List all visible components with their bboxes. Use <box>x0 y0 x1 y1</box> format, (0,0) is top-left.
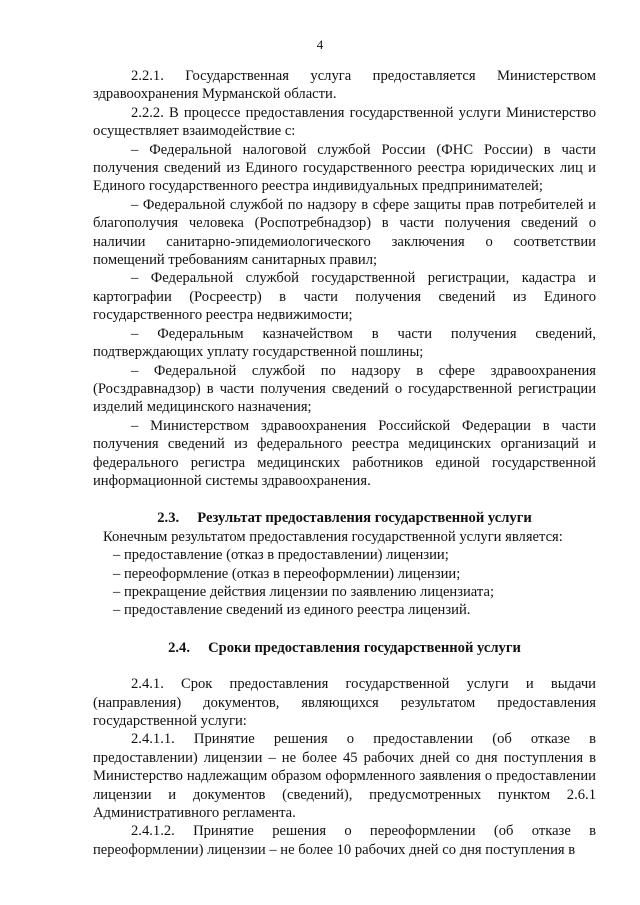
interaction-fns: – Федеральной налоговой службой России (ФНС России) в части получения сведений из Единого государственного реестра юридических лиц и Единого государственного реестра индивидуальных предпринимателей; <box>93 141 596 195</box>
result-item: – переоформление (отказ в переоформлении) лицензии; <box>113 565 461 582</box>
interaction-ministry-of-health: – Министерством здравоохранения Российской Федерации в части получения сведений из федерального реестра медицинских организаций и федерального регистра медицинских работников единой государственной информационной системы здравоохранения. <box>93 417 596 489</box>
interaction-treasury: – Федеральным казначейством в части получения сведений, подтверждающих уплату государственной пошлины; <box>93 325 596 361</box>
section-title: Сроки предоставления государственной услуги <box>208 639 521 656</box>
section-number: 2.4. <box>168 639 190 656</box>
section-title: Результат предоставления государственной услуги <box>197 510 532 527</box>
paragraph-2-4-1-2: 2.4.1.2. Принятие решения о переоформлении (об отказе в переоформлении) лицензии – не более 10 рабочих дней со дня поступления в <box>93 823 596 858</box>
section-heading-2-3 <box>93 509 596 527</box>
result-item: – предоставление сведений из единого реестра лицензий. <box>113 602 471 619</box>
result-item: – предоставление (отказ в предоставлении) лицензии; <box>113 547 449 564</box>
interaction-rospotrebnadzor: – Федеральной службой по надзору в сфере защиты прав потребителей и благополучия человека (Роспотребнадзор) в части получения сведений о наличии санитарно-эпидемиологического заключения о соответствии помещений требованиям санитарных правил; <box>93 196 596 269</box>
paragraph-2-2-1: 2.2.1. Государственная услуга предоставляется Министерством здравоохранения Мурманской области. <box>93 68 596 103</box>
paragraph-2-2-2: 2.2.2. В процессе предоставления государственной услуги Министерство осуществляет взаимодействие с: <box>93 104 596 140</box>
section-heading-2-4 <box>93 639 596 657</box>
interaction-roszdravnadzor: – Федеральной службой по надзору в сфере здравоохранения (Росздравнадзор) в части получения сведений о государственной регистрации изделий медицинского назначения; <box>93 362 596 416</box>
page-number: 4 <box>316 37 324 52</box>
paragraph-2-4-1: 2.4.1. Срок предоставления государственной услуги и выдачи (направления) документов, являющихся результатом предоставления государственной услуги: <box>93 676 596 729</box>
result-intro: Конечным результатом предоставления государственной услуги является: <box>103 528 563 545</box>
paragraph-2-4-1-1: 2.4.1.1. Принятие решения о предоставлении (об отказе в предоставлении) лицензии – не более 45 рабочих дней со дня поступления в Министерство надлежащим образом оформленного заявления о предоставлении лицензии и документов (сведений), предусмотренных пунктом 2.6.1 Административного регламента. <box>93 731 596 822</box>
section-number: 2.3. <box>157 510 180 527</box>
document-body <box>93 67 596 859</box>
interaction-rosreestr: – Федеральной службой государственной регистрации, кадастра и картографии (Росреестр) в части получения сведений из Единого государственного реестра недвижимости; <box>93 270 596 324</box>
result-item: – прекращение действия лицензии по заявлению лицензиата; <box>113 583 494 600</box>
